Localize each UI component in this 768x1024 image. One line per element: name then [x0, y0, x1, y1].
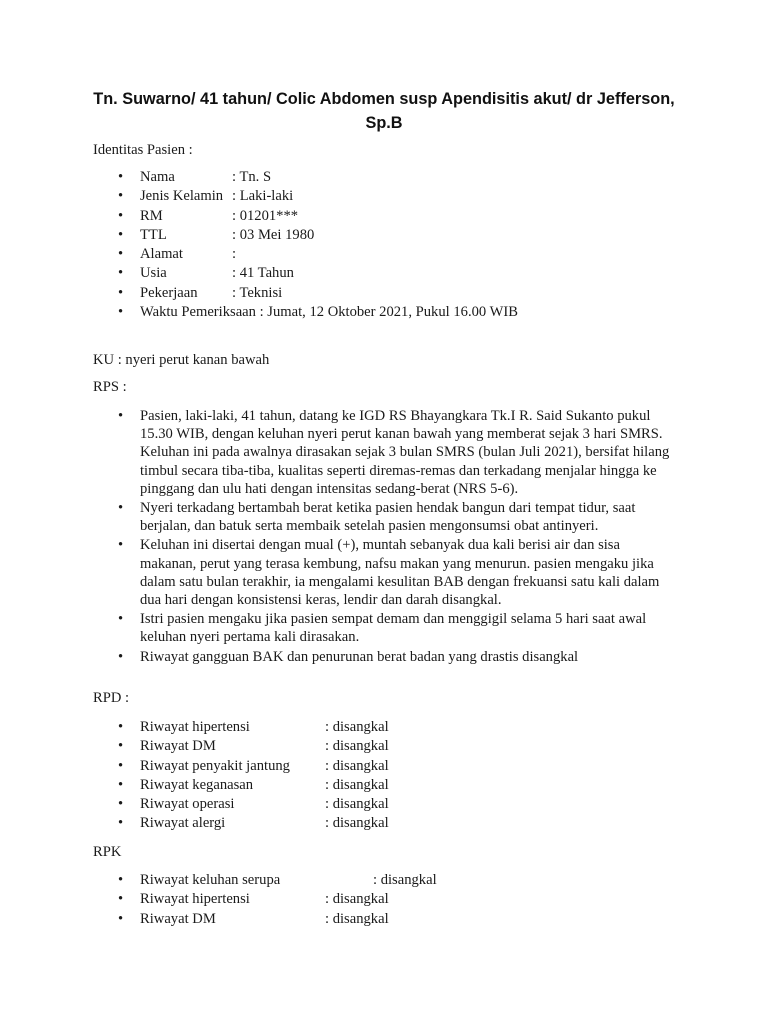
bullet: •: [118, 226, 124, 243]
item-value: : disangkal: [325, 757, 389, 774]
item-label: Riwayat operasi: [140, 796, 235, 813]
bullet: •: [118, 500, 124, 517]
item-value: : Teknisi: [232, 284, 283, 301]
item-label: Nama: [140, 169, 175, 185]
rps-text: Pasien, laki-laki, 41 tahun, datang ke IGD RS Bhayangkara Tk.I R. Said Sukanto pukul 15.30 WIB, dengan keluhan nyeri perut kanan bawah yang memberat sejak 3 hari SMRS. Keluhan ini pada awalnya dirasakan sejak 3 bulan SMRS (bulan Juli 2021), bersifat hilang timbul secara tiba-tiba, kualitas seperti diremas-remas dan terkadang menjalar hingga ke pinggang dan ulu hati dengan intensitas sedang-berat (NRS 5-6).: [140, 408, 670, 497]
identitas-item: [118, 226, 518, 245]
bullet: •: [118, 891, 124, 908]
rpd-item: [118, 795, 389, 814]
item-label: Riwayat hipertensi: [140, 891, 250, 908]
rpd-item: [118, 814, 389, 833]
rpd-list: [118, 718, 389, 834]
item-label: Riwayat hipertensi: [140, 719, 250, 735]
identitas-item: [118, 168, 518, 187]
item-value: : disangkal: [325, 891, 389, 908]
item-label: Jenis Kelamin: [140, 188, 224, 205]
bullet: •: [118, 738, 124, 755]
item-value: : disangkal: [373, 872, 437, 888]
bullet: •: [118, 246, 124, 263]
rpk-item: [118, 890, 437, 909]
item-label: Riwayat keluhan serupa: [140, 872, 281, 888]
item-label: RM: [140, 207, 163, 224]
waktu-pemeriksaan: [118, 303, 518, 322]
bullet: •: [118, 207, 124, 224]
item-label: Riwayat DM: [140, 910, 216, 927]
rps-list: [118, 407, 672, 667]
rps-heading: RPS :: [93, 379, 127, 395]
identitas-item: [118, 207, 518, 226]
rps-item: [118, 610, 672, 646]
item-value: : 03 Mei 1980: [232, 226, 315, 243]
item-label: Riwayat DM: [140, 738, 216, 755]
document-title: [90, 87, 678, 135]
identitas-list: [118, 168, 518, 322]
identitas-item: [118, 187, 518, 206]
item-value: : disangkal: [325, 719, 389, 735]
item-value: : Tn. S: [232, 169, 272, 185]
bullet: •: [118, 872, 124, 888]
rps-text: Keluhan ini disertai dengan mual (+), muntah sebanyak dua kali berisi air dan sisa makanan, perut yang terasa kembung, nafsu makan yang menurun. pasien mengaku jika dalam satu bulan terakhir, ia mengalami kesulitan BAB dengan frekuansi satu kali dalam dua hari dengan konsistensi keras, lendir dan darah disangkal.: [140, 537, 660, 609]
bullet: •: [118, 537, 124, 554]
item-value: : disangkal: [325, 910, 389, 927]
rps-item: [118, 499, 672, 535]
item-label: Riwayat penyakit jantung: [140, 757, 290, 774]
rps-item: [118, 536, 672, 609]
rpk-item: [118, 910, 437, 929]
item-value: : disangkal: [325, 796, 389, 813]
item-value: : disangkal: [325, 815, 389, 832]
rps-text: Nyeri terkadang bertambah berat ketika pasien hendak bangun dari tempat tidur, saat berjalan, dan batuk serta membaik setelah pasien mengonsumsi obat antinyeri.: [140, 500, 636, 535]
identitas-item: [118, 284, 518, 303]
bullet: •: [118, 815, 124, 832]
bullet: •: [118, 910, 124, 927]
title-line-1: Tn. Suwarno/ 41 tahun/ Colic Abdomen susp Apendisitis akut/ dr Jefferson,: [93, 90, 675, 108]
item-value: : disangkal: [325, 738, 389, 755]
rpk-heading: RPK: [93, 844, 122, 860]
item-value: : disangkal: [325, 776, 389, 793]
bullet: •: [118, 719, 124, 735]
bullet: •: [118, 648, 124, 665]
bullet: •: [118, 757, 124, 774]
bullet: •: [118, 304, 124, 321]
rps-item: [118, 648, 672, 666]
item-label: Riwayat keganasan: [140, 776, 254, 793]
bullet: •: [118, 265, 124, 282]
item-label: Usia: [140, 265, 167, 282]
identitas-heading: Identitas Pasien :: [93, 142, 193, 158]
bullet: •: [118, 796, 124, 813]
item-value: : 01201***: [232, 207, 299, 224]
rpd-item: [118, 776, 389, 795]
item-value: : Laki-laki: [232, 188, 294, 205]
item-value: : 41 Tahun: [232, 265, 294, 282]
rps-item: [118, 407, 672, 498]
identitas-item: [118, 264, 518, 283]
item-value: :: [232, 246, 237, 263]
bullet: •: [118, 284, 124, 301]
bullet: •: [118, 611, 124, 628]
rpd-item: [118, 718, 389, 737]
rpd-item: [118, 757, 389, 776]
bullet: •: [118, 408, 124, 424]
rpd-heading: RPD :: [93, 690, 130, 706]
title-line-2: Sp.B: [365, 114, 403, 132]
item-label: Alamat: [140, 246, 183, 263]
item-label: Pekerjaan: [140, 284, 198, 301]
bullet: •: [118, 188, 124, 205]
bullet: •: [118, 169, 124, 185]
ku-line: KU : nyeri perut kanan bawah: [93, 352, 270, 368]
identitas-item: [118, 245, 518, 264]
rps-text: Istri pasien mengaku jika pasien sempat demam dan menggigil selama 5 hari saat awal keluhan nyeri pertama kali dirasakan.: [140, 611, 647, 646]
rps-text: Riwayat gangguan BAK dan penurunan berat badan yang drastis disangkal: [140, 648, 579, 665]
rpd-item: [118, 737, 389, 756]
item-label: Riwayat alergi: [140, 815, 226, 832]
item-label: TTL: [140, 226, 167, 243]
waktu-text: Waktu Pemeriksaan : Jumat, 12 Oktober 2021, Pukul 16.00 WIB: [140, 304, 518, 321]
rpk-item: [118, 871, 437, 890]
bullet: •: [118, 776, 124, 793]
rpk-list: [118, 871, 437, 929]
